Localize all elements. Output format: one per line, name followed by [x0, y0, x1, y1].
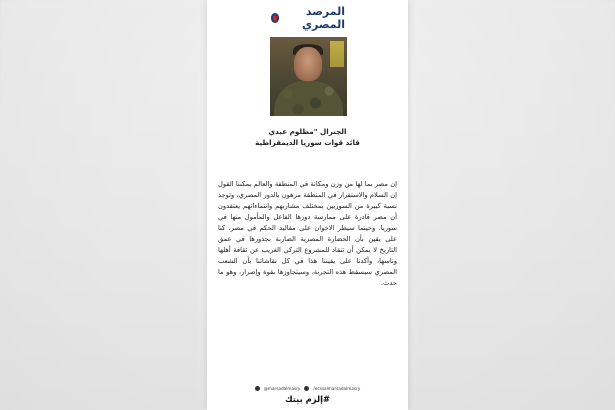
social-handles: [207, 384, 408, 392]
brand-logo-text: المرصد المصري: [301, 5, 345, 31]
social-handle-left: @marsadalmasry: [263, 385, 301, 391]
quote-body: إن مصر بما لها من وزن ومكانة في المنطقة والعالم يمكننا القول إن السلام والاستقرار في المنطقة مرهون بالدور المصري، وتوجد نسبة كبيرة من السوريين بمختلف مشاربهم وانتماءاتهم يعتقدون أن مصر قادرة على ممارسة دورها الفاعل والمأمول منها في سوريا. وحينما سيطر الاخوان على مقاليد الحكم في مصر، كنا على يقين بأن الحضارة المصرية الضاربة بجذورها في عمق التاريخ لا يمكن أن تنقاد للمشروع التركي الغريب عن ثقافة أهلها وناسها، وأكدنا على يقيننا هذا في كل نقاشاتنا بأن الشعب المصري سيسقط هذه التجربة، وسيتجاوزها بقوة وإصرار، وهو ما حدث.: [218, 180, 397, 287]
blurred-background-right: [415, 0, 615, 410]
speaker-name: الجنرال "مظلوم عبدي: [268, 127, 347, 136]
brand-logo: [271, 5, 345, 31]
portrait-uniform: [274, 81, 343, 116]
blurred-background-left: [0, 0, 200, 410]
speaker-caption: [219, 126, 396, 148]
hashtag: #إلزم بيتك: [284, 394, 331, 404]
social-handle-right: /ecssalmarsadalmasry: [313, 385, 361, 391]
twitter-icon: [255, 386, 260, 391]
portrait-face: [294, 47, 322, 81]
quote-card: [207, 0, 408, 410]
speaker-title: قائد قوات سوريا الديمقراطية: [255, 138, 360, 147]
flag-image: [330, 41, 344, 67]
brand-logo-icon: [271, 13, 279, 23]
facebook-icon: [304, 386, 309, 391]
portrait-photo: [270, 37, 347, 116]
